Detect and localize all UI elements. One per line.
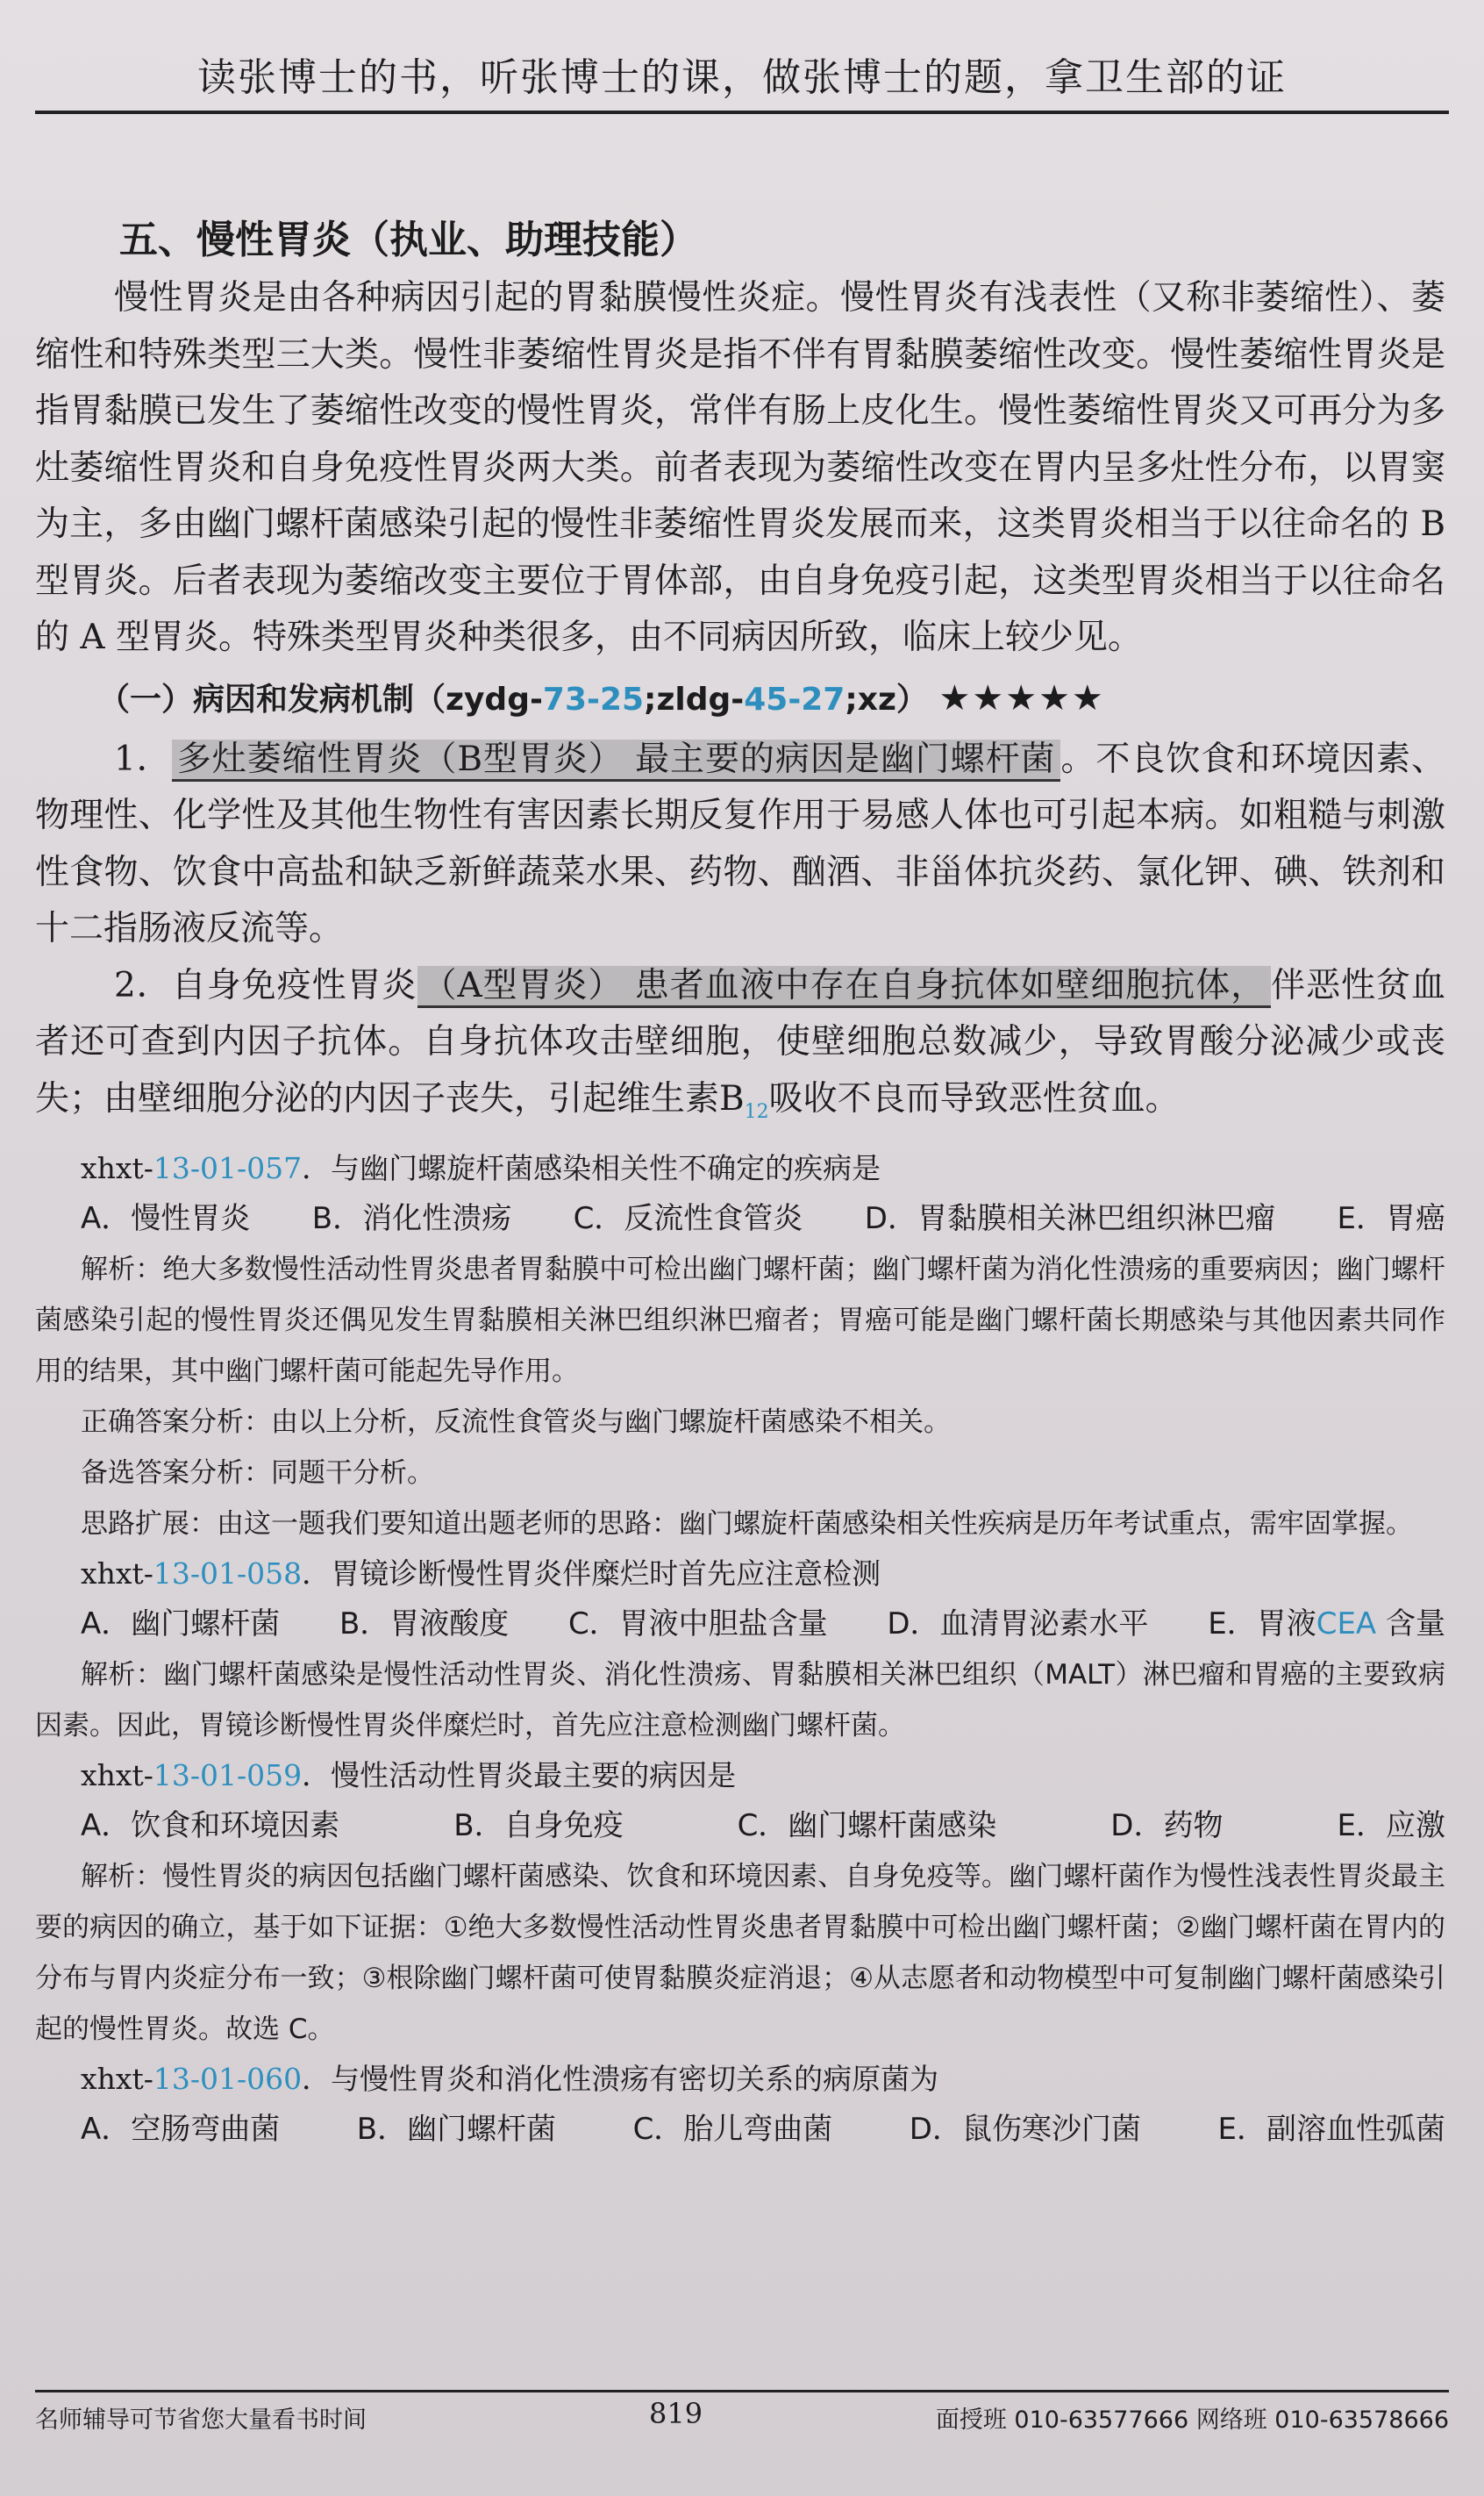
section-title: 五、慢性胃炎（执业、助理技能） [119, 218, 698, 262]
option-c: C．幽门螺杆菌感染 [737, 1807, 997, 1843]
option-e: E．胃癌 [1337, 1200, 1445, 1236]
alternative-answer-analysis: 备选答案分析：同题干分析。 [81, 1456, 434, 1489]
highlighted-text: （A型胃炎） 患者血液中存在自身抗体如壁细胞抗体， [417, 966, 1272, 1008]
question-code: 13-01-057 [153, 1150, 303, 1185]
question-058 [35, 1549, 1445, 1751]
question-prefix: xhxt- [81, 2061, 153, 2096]
option-d: D．血清胃泌素水平 [887, 1606, 1149, 1641]
question-stem [81, 1144, 1445, 1193]
subsection-code-1: 73-25 [542, 681, 645, 718]
footer-slogan: 名师辅导可节省您大量看书时间 [35, 2407, 367, 2434]
option-e-label: E．胃液 [1208, 1606, 1316, 1641]
option-e: E．副溶血性弧菌 [1217, 2111, 1445, 2147]
answer-options [35, 1193, 1445, 1244]
item-body: 。不良饮食和环境因素、物理性、化学性及其他生物性有害因素长期反复作用于易感人体也可引起本病。如粗糙与刺激性食物、饮食中高盐和缺乏新鲜蔬菜水果、药物、酗酒、非甾体抗炎药、氯化钾、碘、铁剂和十二指肠液反流等。 [35, 739, 1445, 948]
option-a: A．饮食和环境因素 [81, 1807, 340, 1843]
question-text: ．慢性活动性胃炎最主要的病因是 [302, 1757, 737, 1792]
option-a: A．空肠弯曲菌 [81, 2111, 281, 2147]
subscript-12: 12 [744, 1100, 769, 1123]
option-a: A．慢性胃炎 [81, 1200, 251, 1236]
cause-item-2 [35, 958, 1445, 1141]
header-rule [35, 111, 1449, 114]
question-stem [81, 1549, 1445, 1598]
option-b: B．消化性溃疡 [311, 1200, 512, 1236]
page-content [35, 211, 1445, 2155]
question-text: ．胃镜诊断慢性胃炎伴糜烂时首先应注意检测 [302, 1556, 881, 1591]
correct-answer-analysis: 正确答案分析：由以上分析，反流性食管炎与幽门螺旋杆菌感染不相关。 [81, 1405, 951, 1438]
question-code: 13-01-058 [153, 1556, 303, 1591]
question-060 [35, 2055, 1445, 2155]
option-c: C．反流性食管炎 [573, 1200, 803, 1236]
option-c: C．胎儿弯曲菌 [632, 2111, 833, 2147]
option-e-tail: 含量 [1376, 1606, 1445, 1641]
running-header: 读张博士的书，听张博士的课，做张博士的题，拿卫生部的证 [197, 55, 1287, 100]
question-059 [35, 1751, 1445, 2055]
answer-options [35, 1800, 1445, 1851]
option-b: B．自身免疫 [453, 1807, 624, 1843]
question-prefix: xhxt- [81, 1150, 153, 1185]
question-code: 13-01-059 [153, 1757, 303, 1792]
option-d: D．鼠伤寒沙门菌 [909, 2111, 1141, 2147]
item-number: 2． [114, 965, 172, 1005]
item-number: 1． [114, 739, 172, 779]
option-a: A．幽门螺杆菌 [81, 1606, 281, 1641]
intro-paragraph: 慢性胃炎是由各种病因引起的胃黏膜慢性炎症。慢性胃炎有浅表性（又称非萎缩性）、萎缩性和特殊类型三大类。慢性非萎缩性胃炎是指不伴有胃黏膜萎缩性改变。慢性萎缩性胃炎是指胃黏膜已发生了萎缩性改变的慢性胃炎，常伴有肠上皮化生。慢性萎缩性胃炎又可再分为多灶萎缩性胃炎和自身免疫性胃炎两大类。前者表现为萎缩性改变在胃内呈多灶性分布，以胃窦为主，多由幽门螺杆菌感染引起的慢性非萎缩性胃炎发展而来，这类胃炎相当于以往命名的 B 型胃炎。后者表现为萎缩改变主要位于胃体部，由自身免疫引起，这类型胃炎相当于以往命名的 A 型胃炎。特殊类型胃炎种类很多，由不同病因所致，临床上较少见。 [35, 278, 1445, 657]
subsection-code-2: 45-27 [744, 681, 845, 718]
option-e-cea: CEA [1316, 1606, 1377, 1641]
question-stem [81, 1751, 1445, 1800]
option-e: E．应激 [1337, 1807, 1445, 1843]
subsection-heading [98, 667, 1445, 732]
highlighted-text: 多灶萎缩性胃炎（B型胃炎） 最主要的病因是幽门螺杆菌 [172, 740, 1061, 782]
page-footer [35, 2397, 1449, 2439]
answer-options [35, 1598, 1445, 1649]
explanation: 解析：幽门螺杆菌感染是慢性活动性胃炎、消化性溃疡、胃黏膜相关淋巴组织（MALT）淋巴瘤和胃癌的主要致病因素。因此，胃镜诊断慢性胃炎伴糜烂时，首先应注意检测幽门螺杆菌。 [35, 1658, 1445, 1741]
question-text: ．与幽门螺旋杆菌感染相关性不确定的疾病是 [302, 1150, 881, 1185]
question-text: ．与慢性胃炎和消化性溃疡有密切关系的病原菌为 [302, 2061, 939, 2096]
option-d: D．药物 [1110, 1807, 1224, 1843]
question-code: 13-01-060 [153, 2061, 303, 2096]
cause-item-1 [35, 732, 1445, 958]
item-body: 伴恶性贫血者还可查到内因子抗体。自身抗体攻击壁细胞，使壁细胞总数减少，导致胃酸分泌减少或丧失；由壁细胞分泌的内因子丧失，引起维生素B [35, 965, 1445, 1119]
thinking-extension: 思路扩展：由这一题我们要知道出题老师的思路：幽门螺旋杆菌感染相关性疾病是历年考试重点，需牢固掌握。 [81, 1507, 1413, 1540]
option-e [1208, 1598, 1445, 1649]
subsection-tail: ;xz） [845, 681, 928, 718]
answer-options [35, 2104, 1445, 2155]
question-stem [81, 2055, 1445, 2104]
option-c: C．胃液中胆盐含量 [567, 1606, 828, 1641]
subsection-mid: ;zldg- [644, 681, 745, 718]
question-prefix: xhxt- [81, 1556, 153, 1591]
explanation: 解析：慢性胃炎的病因包括幽门螺杆菌感染、饮食和环境因素、自身免疫等。幽门螺杆菌作为慢性浅表性胃炎最主要的病因的确立，基于如下证据：①绝大多数慢性活动性胃炎患者胃黏膜中可检出幽门螺杆菌；②幽门螺杆菌在胃内的分布与胃内炎症分布一致；③根除幽门螺杆菌可使胃黏膜炎症消退；④从志愿者和动物模型中可复制幽门螺杆菌感染引起的慢性胃炎。故选 C。 [35, 1860, 1445, 2045]
option-b: B．胃液酸度 [339, 1606, 510, 1641]
item-tail: 吸收不良而导致恶性贫血。 [768, 1078, 1180, 1119]
question-057 [35, 1144, 1445, 1549]
explanation: 解析：绝大多数慢性活动性胃炎患者胃黏膜中可检出幽门螺杆菌；幽门螺杆菌为消化性溃疡的重要病因；幽门螺杆菌感染引起的慢性胃炎还偶见发生胃黏膜相关淋巴组织淋巴瘤者；胃癌可能是幽门螺杆菌长期感染与其他因素共同作用的结果，其中幽门螺杆菌可能起先导作用。 [35, 1253, 1445, 1387]
page-number: 819 [649, 2397, 703, 2430]
option-d: D．胃黏膜相关淋巴组织淋巴瘤 [864, 1200, 1275, 1236]
question-prefix: xhxt- [81, 1757, 153, 1792]
subsection-label: （一）病因和发病机制（zydg- [98, 681, 543, 718]
item-lead: 自身免疫性胃炎 [171, 965, 417, 1005]
footer-contact: 面授班 010-63577666 网络班 010-63578666 [935, 2407, 1449, 2434]
footer-rule [35, 2390, 1449, 2392]
importance-stars: ★★★★★ [938, 677, 1105, 719]
option-b: B．幽门螺杆菌 [356, 2111, 557, 2147]
